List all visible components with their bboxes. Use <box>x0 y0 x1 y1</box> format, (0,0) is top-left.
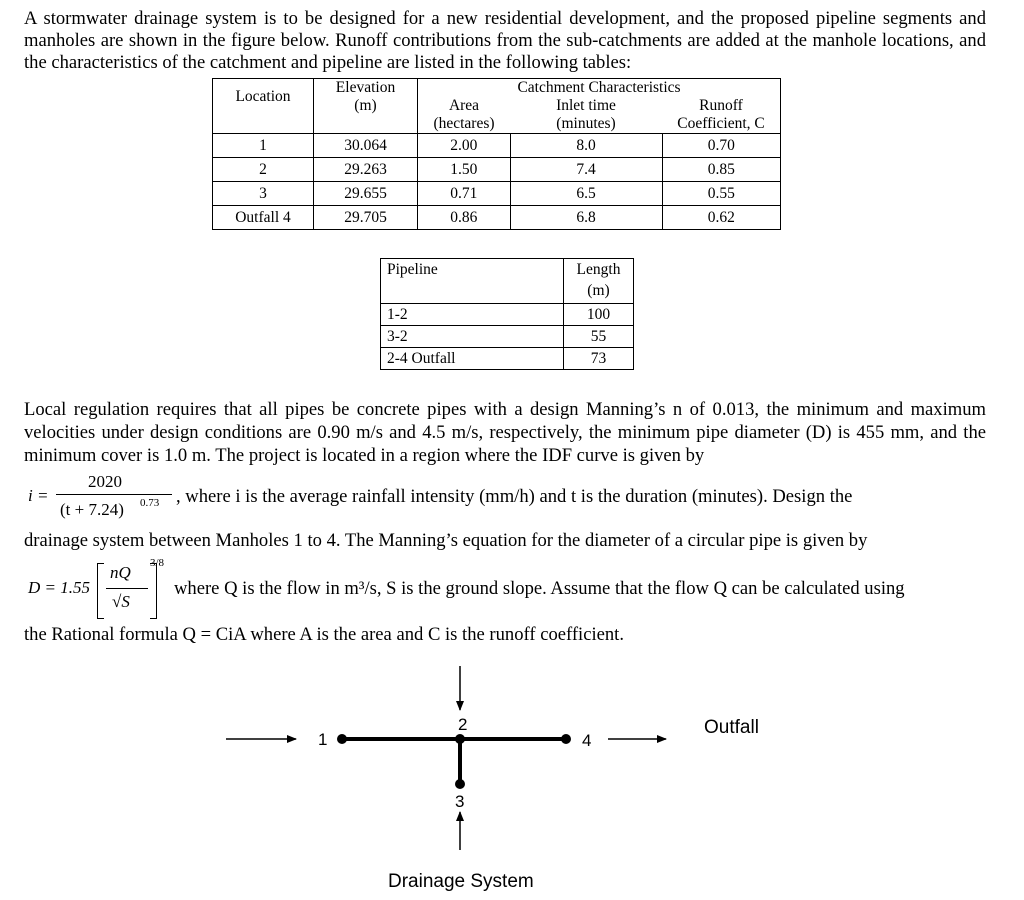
table-row <box>381 348 634 370</box>
idf-fraction-bar <box>56 494 172 495</box>
cell-elevation: 30.064 <box>314 134 418 158</box>
node-label-3: 3 <box>455 792 465 811</box>
header-length-line2: (m) <box>587 282 610 299</box>
cell-runoff: 0.70 <box>662 134 781 158</box>
header-runoff-coefficient <box>662 97 781 134</box>
design-paragraph: drainage system between Manholes 1 to 4. The Manning’s equation for the diameter of a circular pipe is given by <box>24 530 868 551</box>
manhole-3 <box>455 779 465 789</box>
manhole-2 <box>455 734 465 744</box>
header-inlet-line1: Inlet time <box>556 97 616 114</box>
catchment-table <box>212 78 781 230</box>
header-inlet-line2: (minutes) <box>556 115 616 132</box>
idf-exponent: 0.73 <box>140 497 160 509</box>
header-elevation <box>314 79 418 134</box>
table-row <box>213 206 781 230</box>
header-catchment-characteristics: Catchment Characteristics <box>418 79 781 98</box>
cell-area: 2.00 <box>418 134 511 158</box>
cell-elevation: 29.263 <box>314 158 418 182</box>
cell-inlet: 6.5 <box>510 182 662 206</box>
drainage-diagram <box>0 660 1024 895</box>
cell-pipeline: 3-2 <box>381 326 564 348</box>
idf-denominator: (t + 7.24) <box>60 500 124 519</box>
table-row <box>213 182 781 206</box>
manhole-1 <box>337 734 347 744</box>
cell-inlet: 8.0 <box>510 134 662 158</box>
cell-location: 1 <box>213 134 314 158</box>
cell-elevation: 29.655 <box>314 182 418 206</box>
cell-location: 2 <box>213 158 314 182</box>
node-label-2: 2 <box>458 715 468 734</box>
cell-length: 55 <box>564 326 634 348</box>
manning-lhs: D = 1.55 <box>28 578 90 597</box>
header-pipeline: Pipeline <box>381 259 564 304</box>
idf-trailing-text: , where i is the average rainfall intensity (mm/h) and t is the duration (minutes). Design the <box>176 486 853 507</box>
cell-inlet: 7.4 <box>510 158 662 182</box>
header-runoff-line1: Runoff <box>699 97 743 114</box>
regulation-paragraph: Local regulation requires that all pipes be concrete pipes with a design Manning’s n of 0.013, the minimum and maximum velocities under design conditions are 0.90 m/s and 4.5 m/s, respectively, the minimum pipe diameter (D) is 455 mm, and the minimum cover is 1.0 m. The project is located in a region where the IDF curve is given by <box>24 399 986 466</box>
manning-denominator: √S <box>112 592 130 611</box>
manning-numerator: nQ <box>110 563 131 582</box>
intro-paragraph: A stormwater drainage system is to be designed for a new residential development, and the proposed pipeline segments and manholes are shown in the figure below. Runoff contributions from the sub-catchments are added at the manhole locations, and the characteristics of the catchment and pipeline are listed in the following tables: <box>24 8 986 73</box>
idf-lhs: i = <box>28 486 49 505</box>
header-area-line1: Area <box>448 97 480 114</box>
manhole-4 <box>561 734 571 744</box>
cell-runoff: 0.62 <box>662 206 781 230</box>
outfall-label: Outfall <box>704 717 759 738</box>
header-length-line1: Length <box>576 261 621 278</box>
manning-trailing-text: where Q is the flow in m³/s, S is the ground slope. Assume that the flow Q can be calculated using <box>174 578 905 599</box>
node-label-1: 1 <box>318 730 328 749</box>
header-elevation-line1: Elevation <box>335 79 396 96</box>
table-row <box>381 326 634 348</box>
drainage-diagram-svg <box>0 660 1024 895</box>
pipeline-table <box>380 258 634 370</box>
cell-length: 73 <box>564 348 634 370</box>
header-inlet-time <box>510 97 662 134</box>
manning-left-bracket <box>97 563 104 619</box>
cell-location: 3 <box>213 182 314 206</box>
header-area <box>418 97 511 134</box>
header-elevation-line2: (m) <box>354 97 377 114</box>
cell-length: 100 <box>564 304 634 326</box>
cell-area: 0.86 <box>418 206 511 230</box>
header-area-line2: (hectares) <box>433 115 495 132</box>
cell-inlet: 6.8 <box>510 206 662 230</box>
cell-runoff: 0.55 <box>662 182 781 206</box>
diagram-caption: Drainage System <box>388 871 534 892</box>
header-runoff-line2: Coefficient, C <box>677 115 765 132</box>
cell-area: 0.71 <box>418 182 511 206</box>
header-length <box>564 259 634 304</box>
manning-exponent: 3/8 <box>150 557 165 569</box>
idf-numerator: 2020 <box>88 472 122 491</box>
node-label-4: 4 <box>582 731 592 750</box>
cell-pipeline: 1-2 <box>381 304 564 326</box>
table-row <box>213 158 781 182</box>
header-location: Location <box>213 79 314 134</box>
cell-pipeline: 2-4 Outfall <box>381 348 564 370</box>
cell-elevation: 29.705 <box>314 206 418 230</box>
cell-runoff: 0.85 <box>662 158 781 182</box>
cell-area: 1.50 <box>418 158 511 182</box>
manning-right-bracket <box>150 563 157 619</box>
rational-paragraph: the Rational formula Q = CiA where A is the area and C is the runoff coefficient. <box>24 624 624 645</box>
manning-fraction-bar <box>106 588 148 589</box>
table-row <box>381 304 634 326</box>
table-row <box>213 134 781 158</box>
cell-location: Outfall 4 <box>213 206 314 230</box>
